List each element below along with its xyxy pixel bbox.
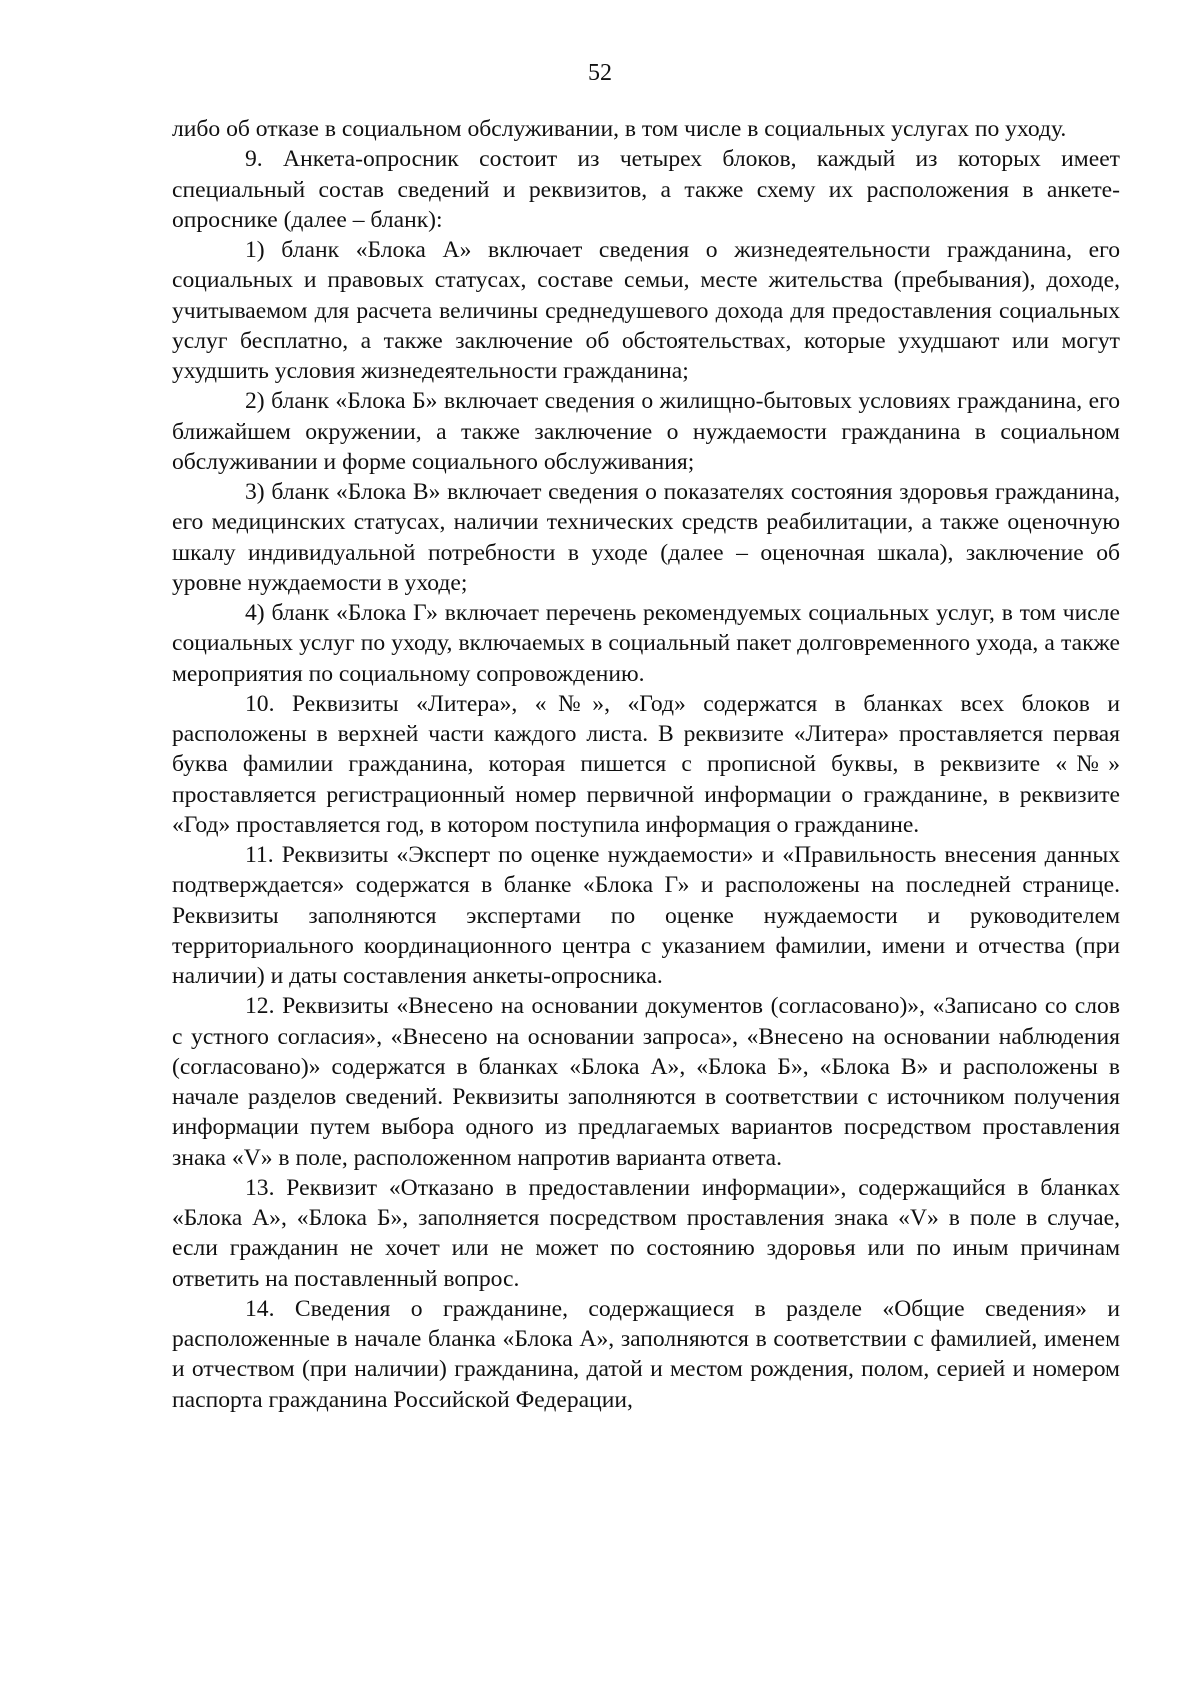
paragraph-subitem-2: 2) бланк «Блока Б» включает сведения о жилищно-бытовых условиях гражданина, его ближайшем окружении, а также заключение о нуждаемости гражданина в социальном обслуживании и форме социального обслуживания; — [172, 388, 1120, 475]
paragraph-item-13: 13. Реквизит «Отказано в предоставлении информации», содержащийся в бланках «Блока А», «Блока Б», заполняется посредством проставления знака «V» в поле в случае, если гражданин не хочет или не может по состоянию здоровья или по иным причинам ответить на поставленный вопрос. — [172, 1174, 1120, 1292]
paragraph-subitem-4: 4) бланк «Блока Г» включает перечень рекомендуемых социальных услуг, в том числе социальных услуг по уходу, включаемых в социальный пакет долговременного ухода, а также мероприятия по социальному сопровождению. — [172, 600, 1120, 687]
paragraph-item-11: 11. Реквизиты «Эксперт по оценке нуждаемости» и «Правильность внесения данных подтверждается» содержатся в бланке «Блока Г» и расположены на последней странице. Реквизиты заполняются экспертами по оценке нуждаемости и руководителем территориального координационного центра с указанием фамилии, имени и отчества (при наличии) и даты составления анкеты-опросника. — [172, 842, 1120, 989]
document-body — [172, 114, 1120, 1415]
page-number: 52 — [588, 60, 612, 86]
paragraph-subitem-1: 1) бланк «Блока А» включает сведения о жизнедеятельности гражданина, его социальных и правовых статусах, составе семьи, месте жительства (пребывания), доходе, учитываемом для расчета величины среднедушевого дохода для предоставления социальных услуг бесплатно, а также заключение об обстоятельствах, которые ухудшают или могут ухудшить условия жизнедеятельности гражданина; — [172, 237, 1120, 384]
paragraph-item-14: 14. Сведения о гражданине, содержащиеся в разделе «Общие сведения» и расположенные в начале бланка «Блока А», заполняются в соответствии с фамилией, именем и отчеством (при наличии) гражданина, датой и местом рождения, полом, серией и номером паспорта гражданина Российской Федерации, — [172, 1295, 1120, 1413]
paragraph-subitem-3: 3) бланк «Блока В» включает сведения о показателях состояния здоровья гражданина, его медицинских статусах, наличии технических средств реабилитации, а также оценочную шкалу индивидуальной потребности в уходе (далее – оценочная шкала), заключение об уровне нуждаемости в уходе; — [172, 479, 1120, 596]
paragraph-item-10: 10. Реквизиты «Литера», «№», «Год» содержатся в бланках всех блоков и расположены в верхней части каждого листа. В реквизите «Литера» проставляется первая буква фамилии гражданина, которая пишется с прописной буквы, в реквизите «№» проставляется регистрационный номер первичной информации о гражданине, в реквизите «Год» проставляется год, в котором поступила информация о гражданине. — [172, 690, 1120, 838]
paragraph-continuation: либо об отказе в социальном обслуживании, в том числе в социальных услугах по уходу. — [172, 116, 1067, 142]
paragraph-item-12: 12. Реквизиты «Внесено на основании документов (согласовано)», «Записано со слов с устного согласия», «Внесено на основании запроса», «Внесено на основании наблюдения (согласовано)» содержатся в бланках «Блока А», «Блока Б», «Блока В» и расположены в начале разделов сведений. Реквизиты заполняются в соответствии с источником получения информации путем выбора одного из предлагаемых вариантов посредством проставления знака «V» в поле, расположенном напротив варианта ответа. — [172, 993, 1120, 1171]
paragraph-item-9: 9. Анкета-опросник состоит из четырех блоков, каждый из которых имеет специальный состав сведений и реквизитов, а также схему их расположения в анкете-опроснике (далее – бланк): — [172, 146, 1120, 233]
